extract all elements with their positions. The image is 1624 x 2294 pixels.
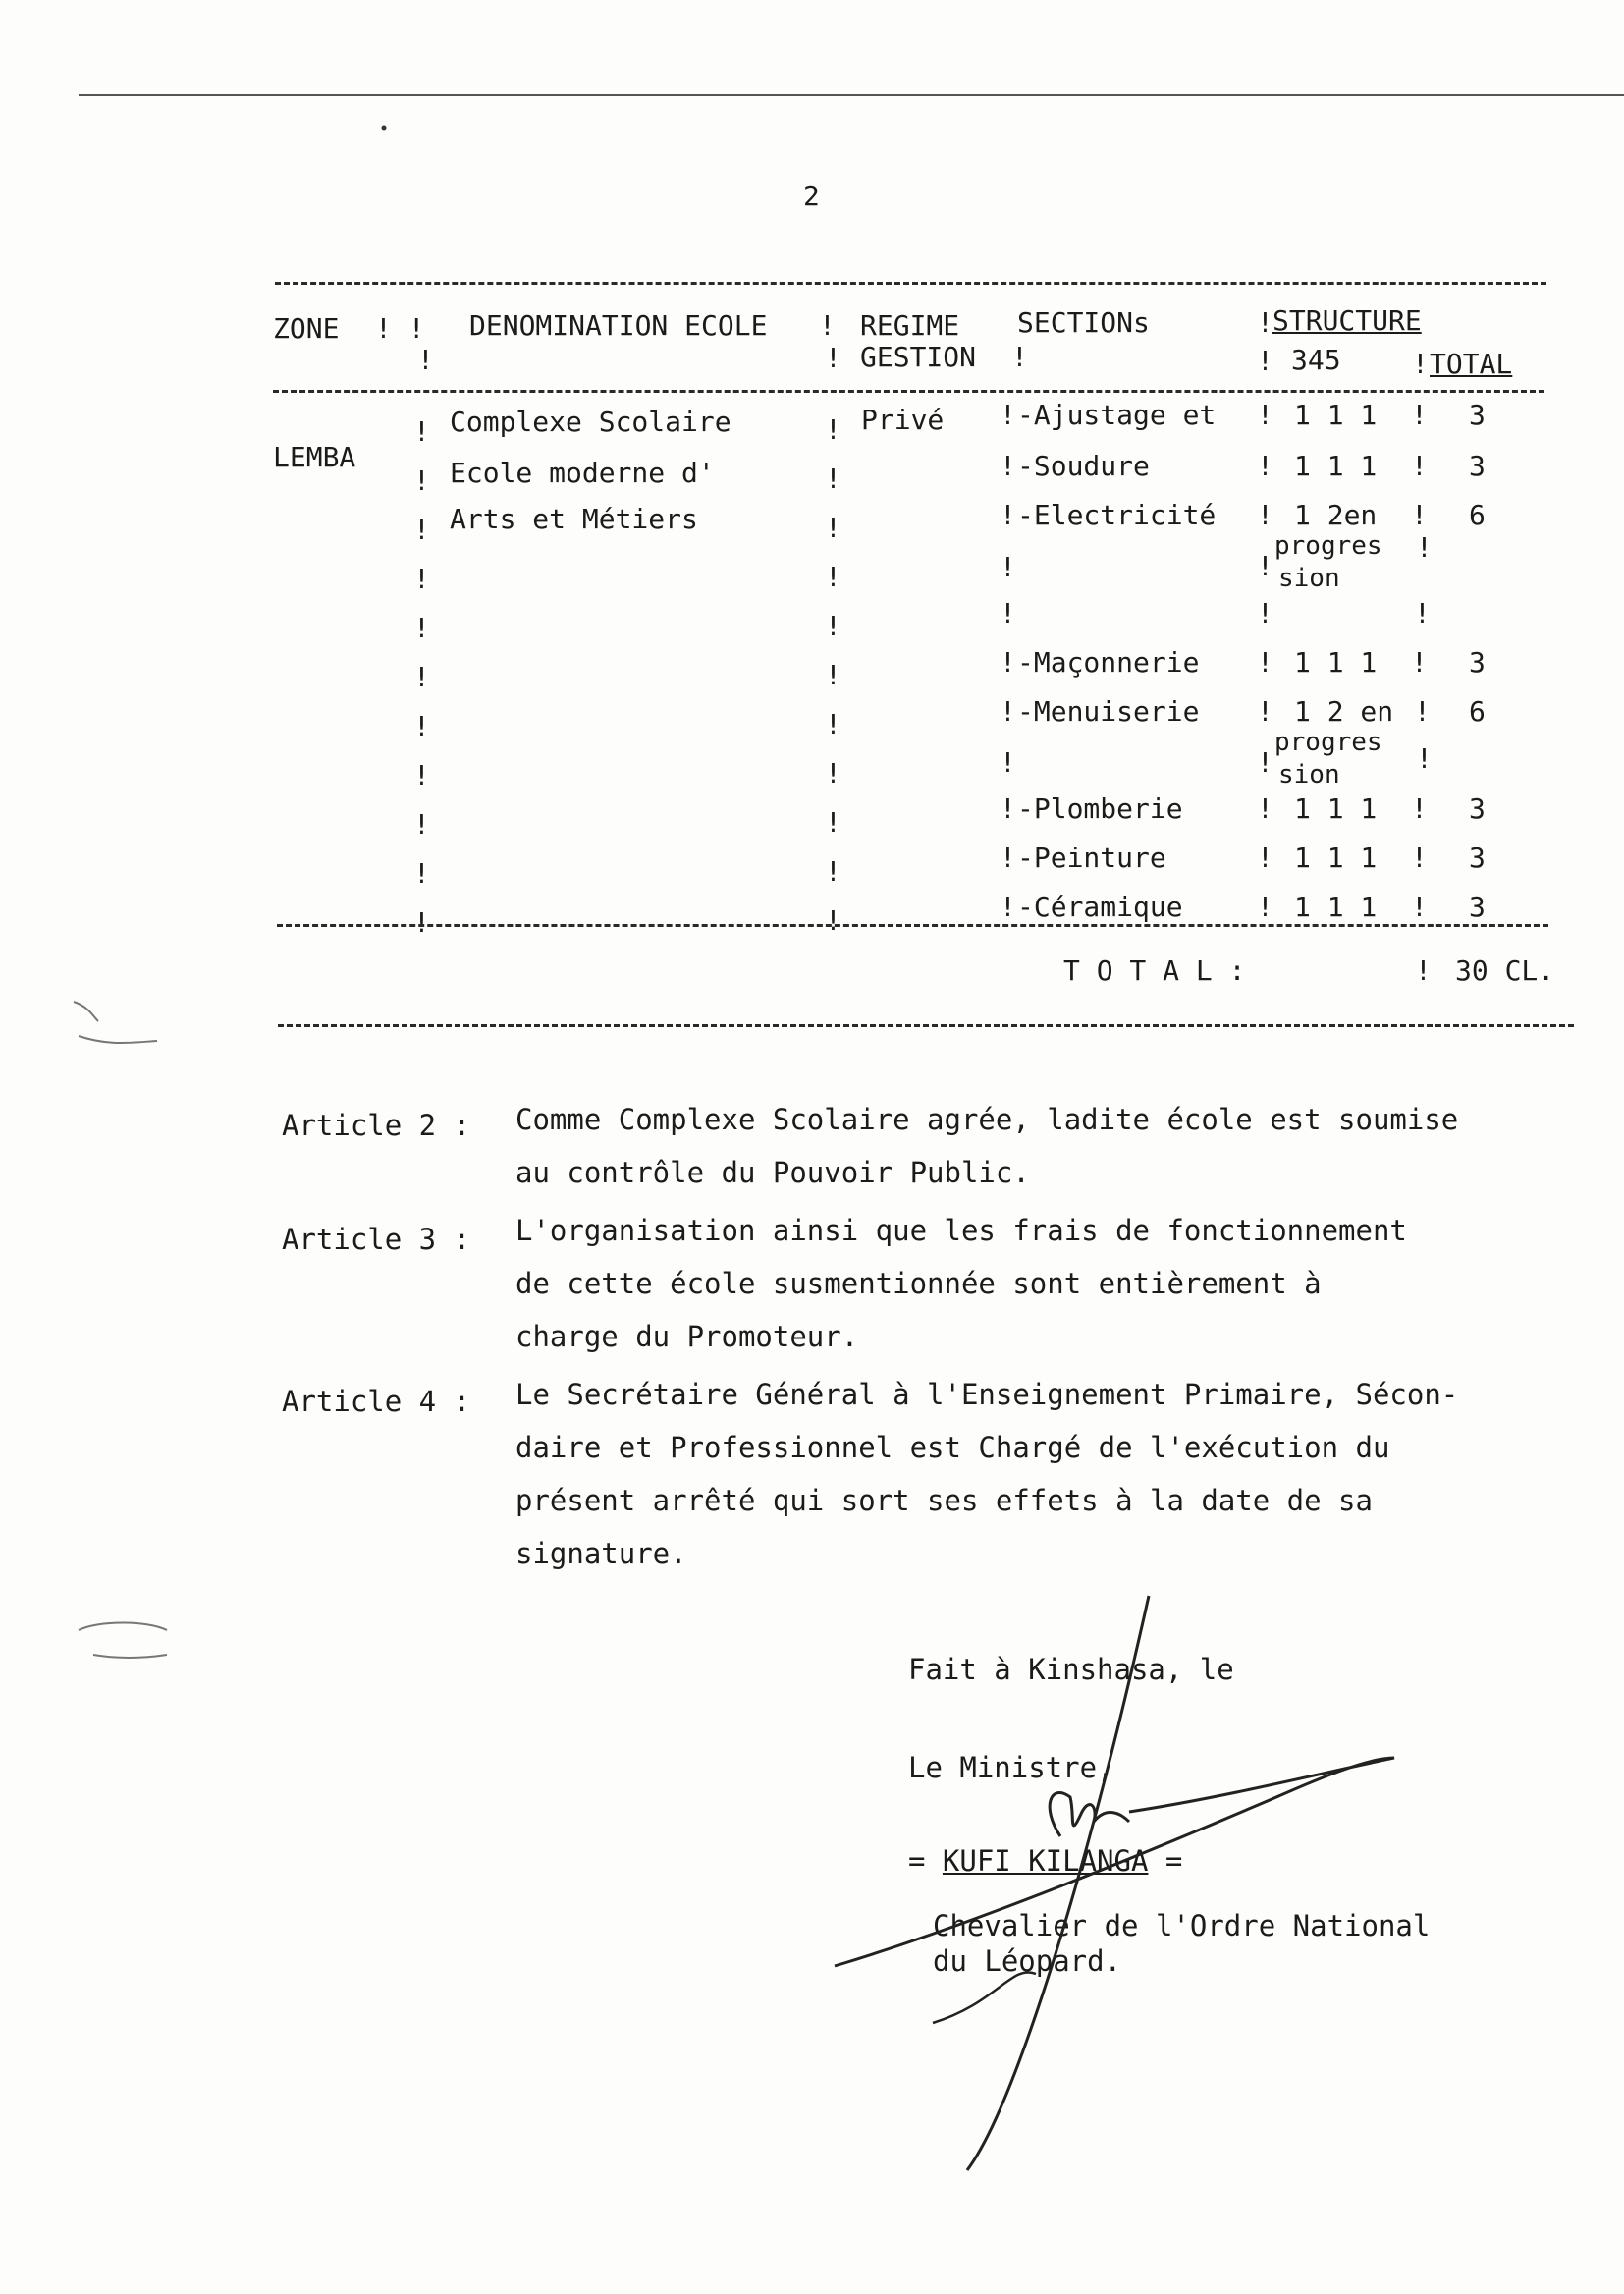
structure-bang: ! (1416, 742, 1433, 775)
table-top-rule (275, 282, 1546, 285)
table-body-rule (277, 924, 1548, 927)
header-sections: SECTIONs (1017, 306, 1150, 339)
section-row: ! (1000, 450, 1016, 482)
section-row: ! (1000, 646, 1016, 679)
section-row: ! (1000, 891, 1016, 923)
structure-value: 1 1 1 (1294, 891, 1378, 923)
section-row: ! (1000, 597, 1016, 629)
total-bang: ! (1414, 597, 1431, 629)
article-label: Article 4 : (282, 1385, 471, 1418)
signatory-title: Le Ministre, (908, 1751, 1114, 1784)
structure-value: 1 1 1 (1294, 450, 1378, 482)
article-line: daire et Professionnel est Chargé de l'exécution du (515, 1431, 1390, 1464)
total-bang: ! (1415, 955, 1432, 987)
structure-value: 1 1 1 (1294, 399, 1378, 431)
structure-bang: ! (1257, 792, 1273, 825)
school-name-line: Complexe Scolaire (450, 406, 731, 438)
section-label: -Maçonnerie (1017, 646, 1200, 679)
header-total: TOTAL (1430, 348, 1513, 380)
header-bang: ! (1257, 345, 1273, 377)
article-label: Article 2 : (282, 1109, 471, 1142)
total-value: 6 (1469, 695, 1486, 728)
header-structure-years: 345 (1291, 344, 1341, 376)
structure-value: 1 1 1 (1294, 842, 1378, 874)
structure-note: sion (1278, 760, 1340, 790)
distinction-line: du Léopard. (933, 1944, 1122, 1978)
header-structure: STRUCTURE (1272, 304, 1422, 337)
scan-edge-line (79, 94, 1624, 96)
structure-bang: ! (1257, 550, 1273, 582)
structure-note: progres (1274, 728, 1382, 757)
place-date: Fait à Kinshasa, le (908, 1653, 1234, 1686)
structure-bang: ! (1257, 842, 1273, 874)
table-bottom-rule (278, 1024, 1574, 1027)
page-number: 2 (803, 180, 820, 212)
section-label: -Céramique (1017, 891, 1183, 923)
signatory-name-line (908, 1844, 1182, 1878)
article-body (515, 1368, 1605, 1580)
header-regime: REGIME (860, 309, 960, 342)
total-bang: ! (1411, 646, 1428, 679)
article-line: au contrôle du Pouvoir Public. (515, 1156, 1030, 1189)
total-label: T O T A L : (1063, 955, 1246, 987)
section-row: ! (1000, 746, 1016, 779)
school-name-line: Arts et Métiers (450, 503, 698, 535)
name-prefix: = (908, 1844, 943, 1878)
header-bang: ! (1257, 306, 1273, 339)
zone-cell: LEMBA (273, 441, 356, 473)
article-label: Article 3 : (282, 1223, 471, 1256)
structure-value: 1 1 1 (1294, 646, 1378, 679)
section-label: -Ajustage et (1017, 399, 1217, 431)
section-label: -Soudure (1017, 450, 1150, 482)
article-line: présent arrêté qui sort ses effets à la date de sa (515, 1484, 1373, 1517)
total-bang: ! (1411, 792, 1428, 825)
article-line: Le Secrétaire Général à l'Enseignement Primaire, Sécon- (515, 1378, 1459, 1411)
section-row: ! (1000, 499, 1016, 531)
header-zone: ZONE (273, 312, 340, 345)
grand-total-value: 30 CL. (1455, 955, 1555, 987)
total-value: 3 (1469, 399, 1486, 431)
article-line: de cette école susmentionnée sont entièrement à (515, 1267, 1322, 1300)
header-gestion: GESTION (860, 341, 977, 373)
total-value: 3 (1469, 792, 1486, 825)
col-separator-1: ! ! ! ! ! ! ! ! ! ! ! (413, 415, 430, 939)
section-label: -Menuiserie (1017, 695, 1200, 728)
header-bang: ! (1011, 341, 1028, 373)
total-value: 3 (1469, 891, 1486, 923)
structure-bang: ! (1257, 746, 1273, 779)
school-name-line: Ecole moderne d' (450, 457, 715, 489)
article-line: Comme Complexe Scolaire agrée, ladite école est soumise (515, 1103, 1459, 1136)
regime-cell: Privé (861, 404, 945, 436)
header-bang: ! (417, 344, 434, 376)
signatory-name: KUFI KILANGA (942, 1844, 1149, 1878)
header-bang: ! ! (375, 312, 425, 345)
total-bang: ! (1414, 695, 1431, 728)
structure-value: 1 1 1 (1294, 792, 1378, 825)
total-value: 3 (1469, 450, 1486, 482)
article-body (515, 1204, 1605, 1363)
article-line: charge du Promoteur. (515, 1320, 859, 1353)
structure-bang: ! (1257, 399, 1273, 431)
header-bang: ! (825, 342, 841, 374)
structure-note: sion (1278, 564, 1340, 593)
structure-bang: ! (1257, 597, 1273, 629)
name-suffix: = (1148, 1844, 1183, 1878)
distinction-line: Chevalier de l'Ordre National (933, 1909, 1431, 1942)
total-value: 6 (1469, 499, 1486, 531)
section-row: ! (1000, 695, 1016, 728)
structure-bang: ! (1257, 646, 1273, 679)
total-bang: ! (1411, 891, 1428, 923)
structure-bang: ! (1257, 695, 1273, 728)
structure-value: 1 2 en (1294, 695, 1394, 728)
section-label: -Electricité (1017, 499, 1217, 531)
total-bang: ! (1411, 450, 1428, 482)
total-bang: ! (1411, 399, 1428, 431)
structure-bang: ! (1257, 891, 1273, 923)
structure-bang: ! (1257, 499, 1273, 531)
col-separator-2: ! ! ! ! ! ! ! ! ! ! ! (825, 413, 841, 937)
section-row: ! (1000, 551, 1016, 583)
article-body (515, 1093, 1605, 1199)
table-header-rule (273, 390, 1544, 393)
header-bang: ! (819, 309, 836, 342)
article-line: L'organisation ainsi que les frais de fonctionnement (515, 1214, 1407, 1247)
header-denomination: DENOMINATION ECOLE (469, 309, 768, 342)
section-row: ! (1000, 399, 1016, 431)
total-bang: ! (1411, 842, 1428, 874)
section-label: -Plomberie (1017, 792, 1183, 825)
section-row: ! (1000, 792, 1016, 825)
section-row: ! (1000, 842, 1016, 874)
structure-note: progres (1274, 531, 1382, 561)
total-bang: ! (1411, 499, 1428, 531)
total-value: 3 (1469, 842, 1486, 874)
structure-value: 1 2en (1294, 499, 1378, 531)
total-value: 3 (1469, 646, 1486, 679)
structure-bang: ! (1416, 531, 1433, 564)
structure-bang: ! (1257, 450, 1273, 482)
article-line: signature. (515, 1537, 687, 1570)
section-label: -Peinture (1017, 842, 1166, 874)
header-bang: ! (1412, 348, 1429, 380)
